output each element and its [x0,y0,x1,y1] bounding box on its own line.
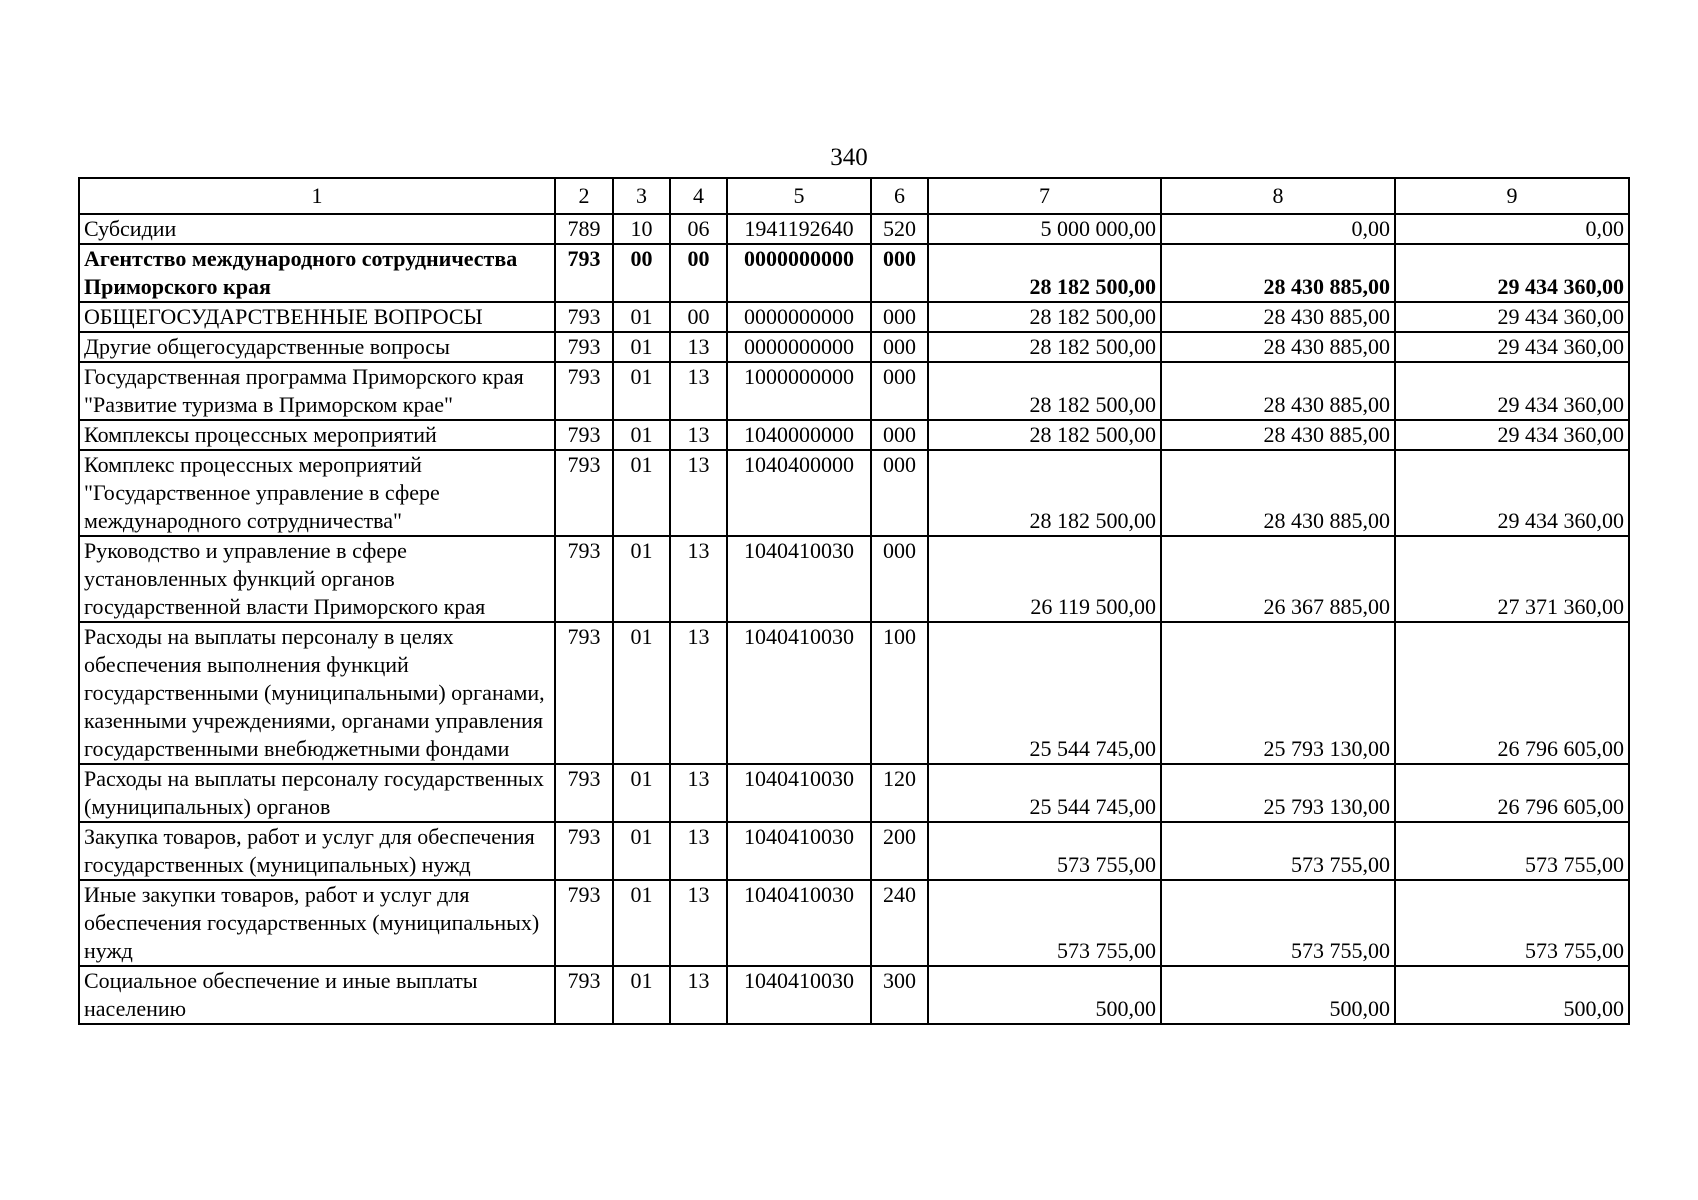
row-amount-cell: 28 182 500,00 [928,420,1161,450]
row-amount-cell: 29 434 360,00 [1395,244,1629,302]
row-code-cell: 1040410030 [727,822,871,880]
row-code-cell: 520 [871,214,928,244]
row-code-cell: 0000000000 [727,244,871,302]
row-name-cell: Комплексы процессных мероприятий [79,420,555,450]
row-amount-cell: 29 434 360,00 [1395,302,1629,332]
row-code-cell: 1040410030 [727,764,871,822]
row-code-cell: 200 [871,822,928,880]
table-row [79,966,1629,1024]
row-amount-cell: 0,00 [1161,214,1395,244]
row-code-cell: 01 [613,450,670,536]
row-amount-cell: 573 755,00 [928,822,1161,880]
row-amount-cell: 28 430 885,00 [1161,332,1395,362]
row-code-cell: 13 [670,764,727,822]
row-code-cell: 1040400000 [727,450,871,536]
header-cell: 6 [871,178,928,214]
row-code-cell: 13 [670,420,727,450]
row-amount-cell: 500,00 [1395,966,1629,1024]
row-amount-cell: 29 434 360,00 [1395,362,1629,420]
row-amount-cell: 26 119 500,00 [928,536,1161,622]
row-name-cell: Расходы на выплаты персоналу государственных (муниципальных) органов [79,764,555,822]
row-name-cell: Социальное обеспечение и иные выплаты населению [79,966,555,1024]
row-name-cell: Государственная программа Приморского края "Развитие туризма в Приморском крае" [79,362,555,420]
row-code-cell: 789 [555,214,613,244]
row-code-cell: 793 [555,302,613,332]
row-code-cell: 1941192640 [727,214,871,244]
row-code-cell: 13 [670,332,727,362]
row-amount-cell: 28 430 885,00 [1161,244,1395,302]
row-code-cell: 000 [871,244,928,302]
row-amount-cell: 573 755,00 [1161,822,1395,880]
row-code-cell: 000 [871,536,928,622]
row-amount-cell: 28 182 500,00 [928,362,1161,420]
row-code-cell: 793 [555,764,613,822]
row-code-cell: 793 [555,244,613,302]
row-code-cell: 0000000000 [727,332,871,362]
row-code-cell: 1040410030 [727,622,871,764]
row-code-cell: 1040000000 [727,420,871,450]
row-name-cell: Комплекс процессных мероприятий "Государственное управление в сфере международного сотрудничества" [79,450,555,536]
table-body [79,214,1629,1024]
row-amount-cell: 573 755,00 [1395,822,1629,880]
row-amount-cell: 28 182 500,00 [928,332,1161,362]
row-name-cell: ОБЩЕГОСУДАРСТВЕННЫЕ ВОПРОСЫ [79,302,555,332]
row-amount-cell: 29 434 360,00 [1395,332,1629,362]
header-row [79,178,1629,214]
row-code-cell: 13 [670,362,727,420]
row-amount-cell: 573 755,00 [1161,880,1395,966]
header-cell: 9 [1395,178,1629,214]
row-amount-cell: 25 793 130,00 [1161,622,1395,764]
table-row [79,622,1629,764]
row-code-cell: 793 [555,822,613,880]
row-code-cell: 13 [670,822,727,880]
row-name-cell: Руководство и управление в сфере установленных функций органов государственной власти Приморского края [79,536,555,622]
row-code-cell: 01 [613,622,670,764]
row-code-cell: 000 [871,450,928,536]
row-code-cell: 793 [555,966,613,1024]
row-code-cell: 793 [555,332,613,362]
row-amount-cell: 0,00 [1395,214,1629,244]
row-amount-cell: 26 367 885,00 [1161,536,1395,622]
header-cell: 2 [555,178,613,214]
row-code-cell: 000 [871,420,928,450]
row-code-cell: 793 [555,450,613,536]
row-code-cell: 100 [871,622,928,764]
row-code-cell: 000 [871,332,928,362]
row-code-cell: 793 [555,536,613,622]
row-code-cell: 000 [871,302,928,332]
row-code-cell: 00 [670,244,727,302]
row-amount-cell: 28 182 500,00 [928,302,1161,332]
row-code-cell: 01 [613,966,670,1024]
header-cell: 5 [727,178,871,214]
row-name-cell: Субсидии [79,214,555,244]
row-name-cell: Иные закупки товаров, работ и услуг для обеспечения государственных (муниципальных) нужд [79,880,555,966]
row-code-cell: 13 [670,622,727,764]
row-code-cell: 1000000000 [727,362,871,420]
row-amount-cell: 26 796 605,00 [1395,764,1629,822]
table-row [79,880,1629,966]
table-row [79,764,1629,822]
row-amount-cell: 500,00 [1161,966,1395,1024]
header-cell: 7 [928,178,1161,214]
row-amount-cell: 29 434 360,00 [1395,450,1629,536]
budget-table [78,177,1630,1025]
row-code-cell: 13 [670,450,727,536]
row-amount-cell: 28 430 885,00 [1161,420,1395,450]
row-amount-cell: 28 430 885,00 [1161,450,1395,536]
row-amount-cell: 500,00 [928,966,1161,1024]
row-code-cell: 00 [613,244,670,302]
row-amount-cell: 26 796 605,00 [1395,622,1629,764]
header-cell: 4 [670,178,727,214]
row-code-cell: 01 [613,764,670,822]
row-amount-cell: 5 000 000,00 [928,214,1161,244]
table-row [79,332,1629,362]
row-amount-cell: 28 182 500,00 [928,244,1161,302]
row-code-cell: 793 [555,622,613,764]
row-amount-cell: 27 371 360,00 [1395,536,1629,622]
row-code-cell: 793 [555,880,613,966]
row-amount-cell: 573 755,00 [1395,880,1629,966]
row-amount-cell: 25 793 130,00 [1161,764,1395,822]
row-code-cell: 10 [613,214,670,244]
header-cell: 1 [79,178,555,214]
row-code-cell: 01 [613,536,670,622]
row-name-cell: Другие общегосударственные вопросы [79,332,555,362]
table-row [79,822,1629,880]
table-row [79,302,1629,332]
table-row [79,420,1629,450]
row-code-cell: 13 [670,880,727,966]
row-amount-cell: 28 430 885,00 [1161,362,1395,420]
row-amount-cell: 29 434 360,00 [1395,420,1629,450]
row-amount-cell: 25 544 745,00 [928,764,1161,822]
row-code-cell: 1040410030 [727,880,871,966]
row-code-cell: 300 [871,966,928,1024]
row-code-cell: 793 [555,362,613,420]
row-code-cell: 01 [613,302,670,332]
row-name-cell: Расходы на выплаты персоналу в целях обеспечения выполнения функций государственными (муниципальными) органами, казенными учреждениями, органами управления государственными внебюджетными фондами [79,622,555,764]
row-code-cell: 13 [670,536,727,622]
table-row [79,362,1629,420]
row-amount-cell: 28 430 885,00 [1161,302,1395,332]
row-name-cell: Агентство международного сотрудничества Приморского края [79,244,555,302]
row-code-cell: 1040410030 [727,966,871,1024]
row-code-cell: 01 [613,362,670,420]
row-code-cell: 01 [613,880,670,966]
row-code-cell: 00 [670,302,727,332]
header-cell: 8 [1161,178,1395,214]
row-name-cell: Закупка товаров, работ и услуг для обеспечения государственных (муниципальных) нужд [79,822,555,880]
row-code-cell: 1040410030 [727,536,871,622]
row-code-cell: 01 [613,420,670,450]
table-row [79,450,1629,536]
table-row [79,244,1629,302]
row-amount-cell: 28 182 500,00 [928,450,1161,536]
row-code-cell: 240 [871,880,928,966]
row-code-cell: 13 [670,966,727,1024]
row-code-cell: 06 [670,214,727,244]
row-code-cell: 000 [871,362,928,420]
row-code-cell: 793 [555,420,613,450]
row-code-cell: 01 [613,332,670,362]
table-row [79,536,1629,622]
row-code-cell: 0000000000 [727,302,871,332]
page-number: 340 [830,144,868,171]
header-cell: 3 [613,178,670,214]
row-amount-cell: 573 755,00 [928,880,1161,966]
row-code-cell: 120 [871,764,928,822]
table-row [79,214,1629,244]
row-amount-cell: 25 544 745,00 [928,622,1161,764]
row-code-cell: 01 [613,822,670,880]
